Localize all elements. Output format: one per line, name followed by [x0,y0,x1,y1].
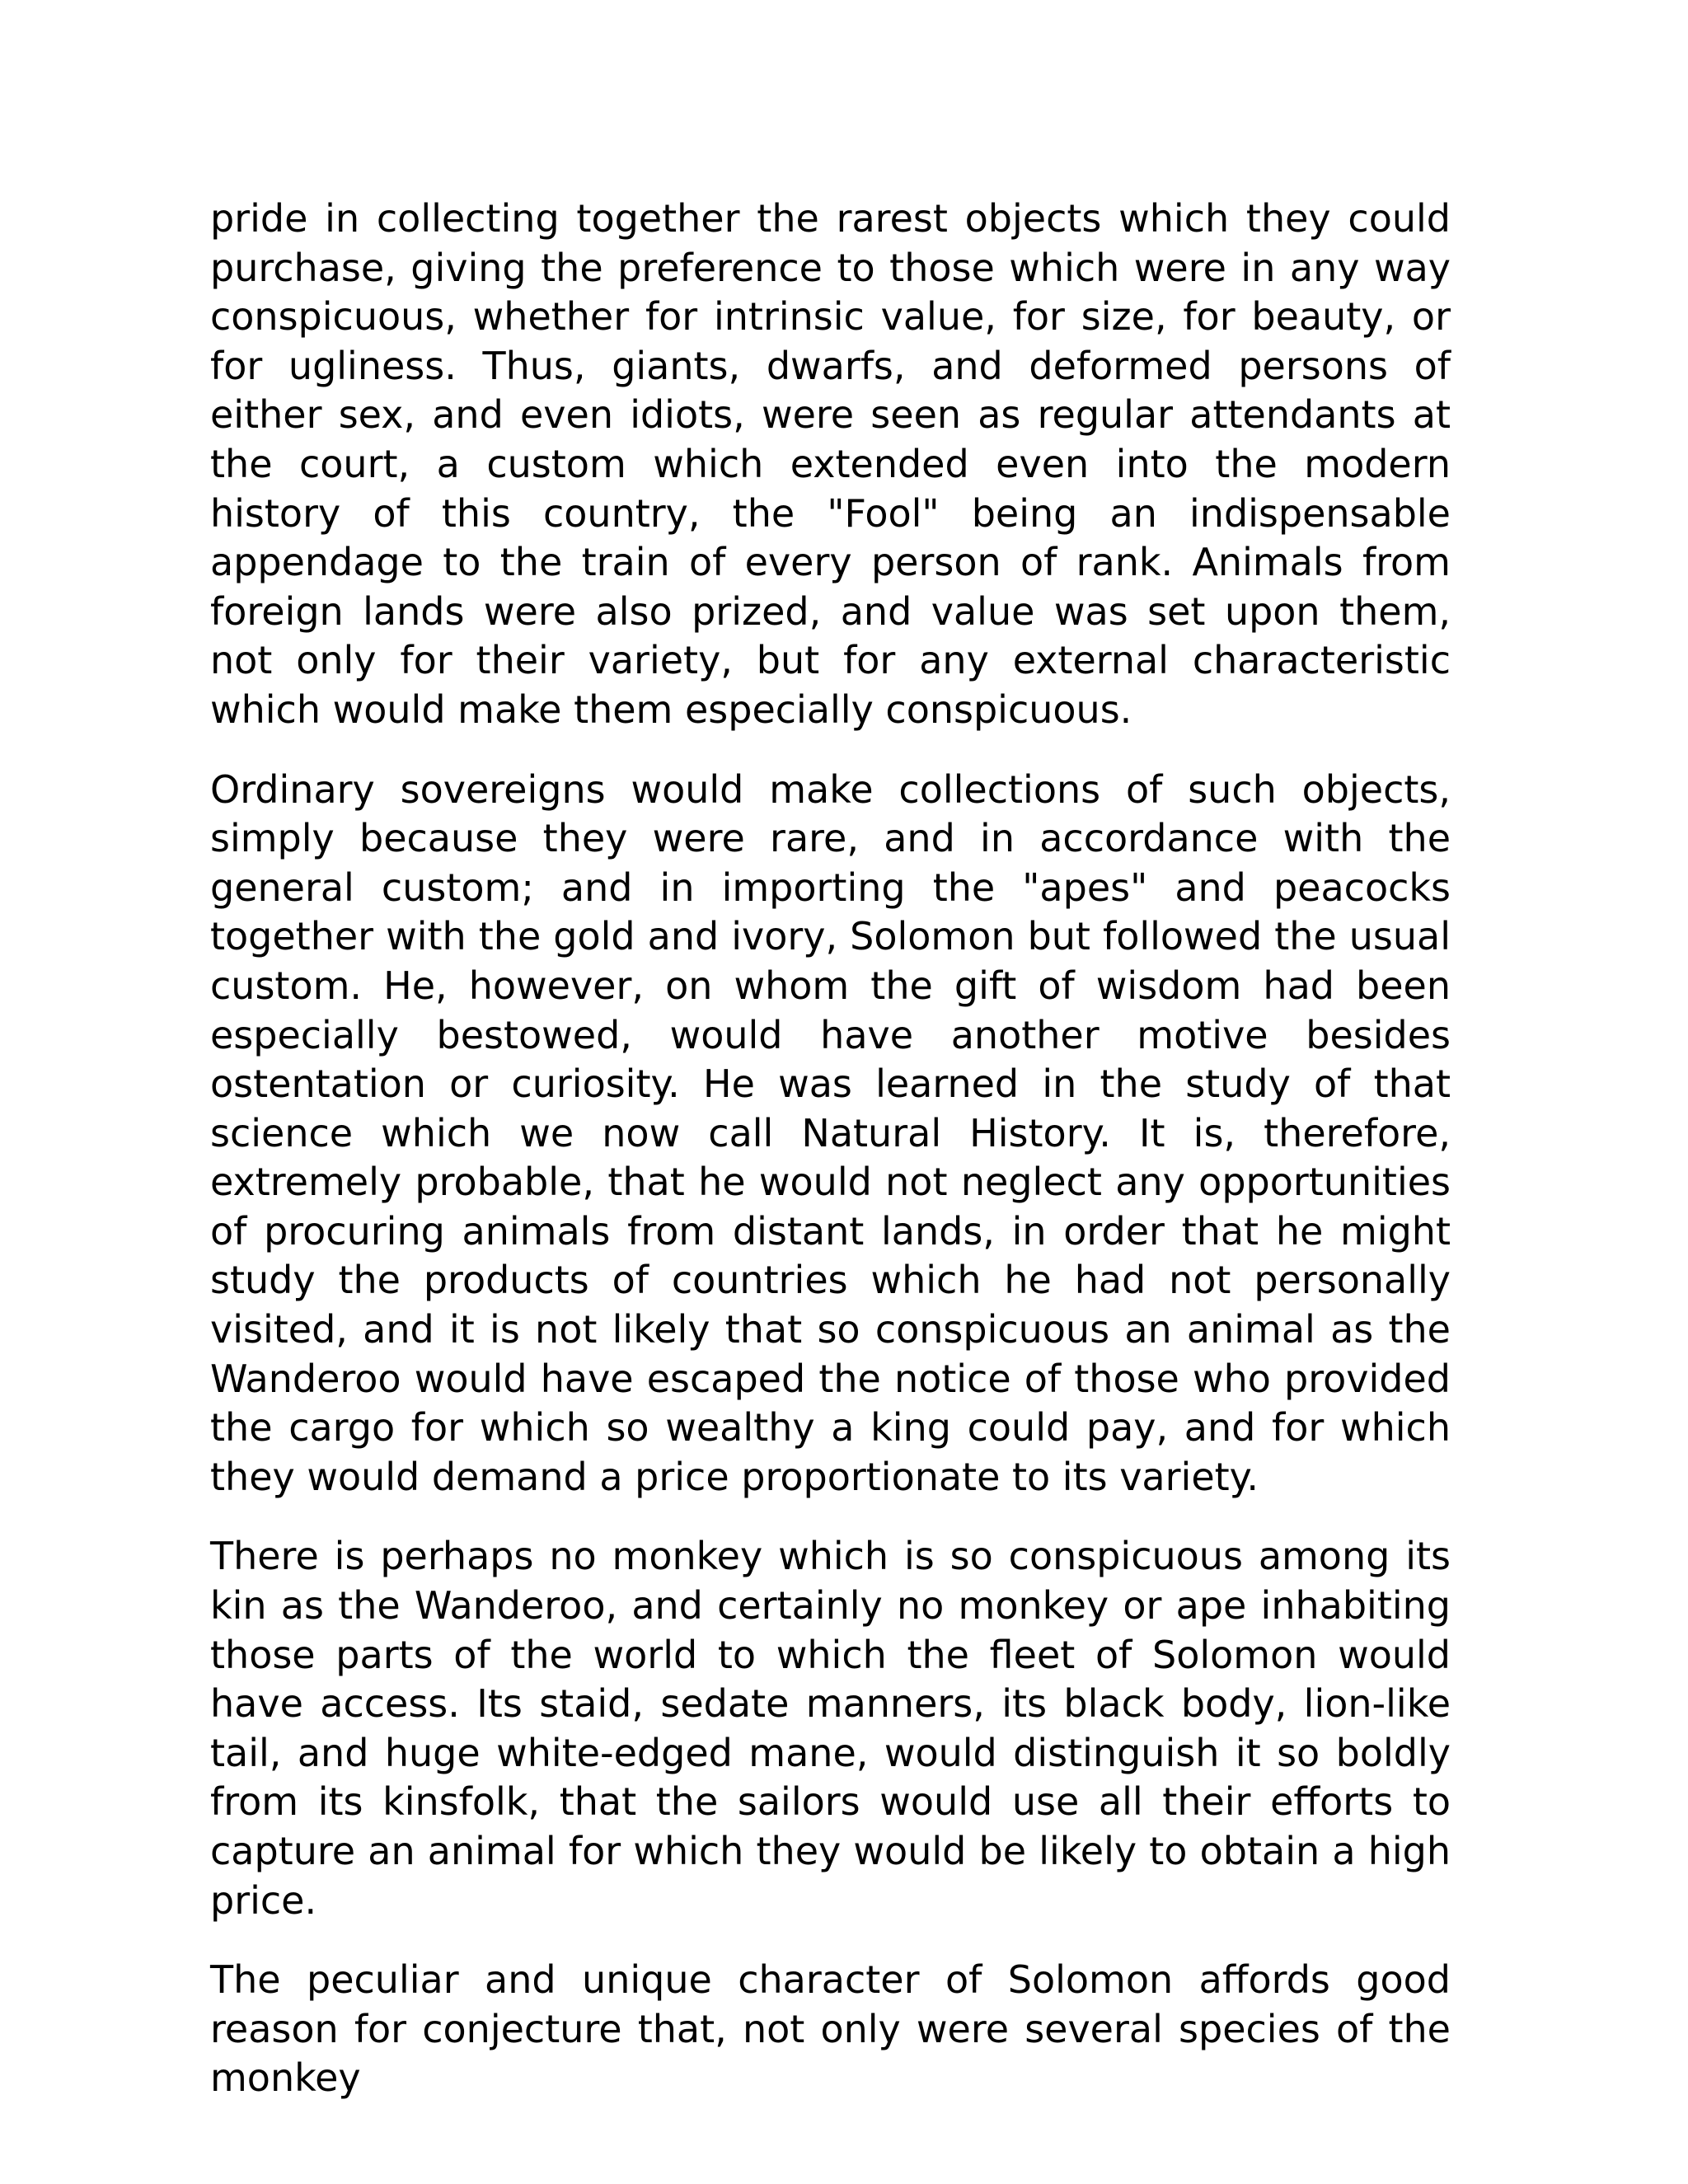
paragraph-1: pride in collecting together the rarest objects which they could purchase, giving the preference to those which were in any way conspicuous, whether for intrinsic value, for size, for beauty, or for ugliness. Thus, giants, dwarfs, and deformed persons of either sex, and even idiots, were seen as regular attendants at the court, a custom which extended even into the modern history of this country, the "Fool" being an indispensable appendage to the train of every person of rank. Animals from foreign lands were also prized, and value was set upon them, not only for their variety, but for any external characteristic which would make them especially conspicuous. [210,196,1451,732]
body-text [210,194,1451,2103]
paragraph-3: There is perhaps no monkey which is so conspicuous among its kin as the Wanderoo, and certainly no monkey or ape inhabiting those parts of the world to which the fleet of Solomon would have access. Its staid, sedate manners, its black body, lion-like tail, and huge white-edged mane, would distinguish it so boldly from its kinsfolk, that the sailors would use all their efforts to capture an animal for which they would be likely to obtain a high price. [210,1534,1451,1923]
paragraph-4: The peculiar and unique character of Solomon affords good reason for conjecture that, not only were several species of the monkey [210,1957,1451,2101]
paragraph-2: Ordinary sovereigns would make collections of such objects, simply because they were rare, and in accordance with the general custom; and in importing the "apes" and peacocks together with the gold and ivory, Solomon but followed the usual custom. He, however, on whom the gift of wisdom had been especially bestowed, would have another motive besides ostentation or curiosity. He was learned in the study of that science which we now call Natural History. It is, therefore, extremely probable, that he would not neglect any opportunities of procuring animals from distant lands, in order that he might study the products of countries which he had not personally visited, and it is not likely that so conspicuous an animal as the Wanderoo would have escaped the notice of those who provided the cargo for which so wealthy a king could pay, and for which they would demand a price proportionate to its variety. [210,766,1451,1499]
